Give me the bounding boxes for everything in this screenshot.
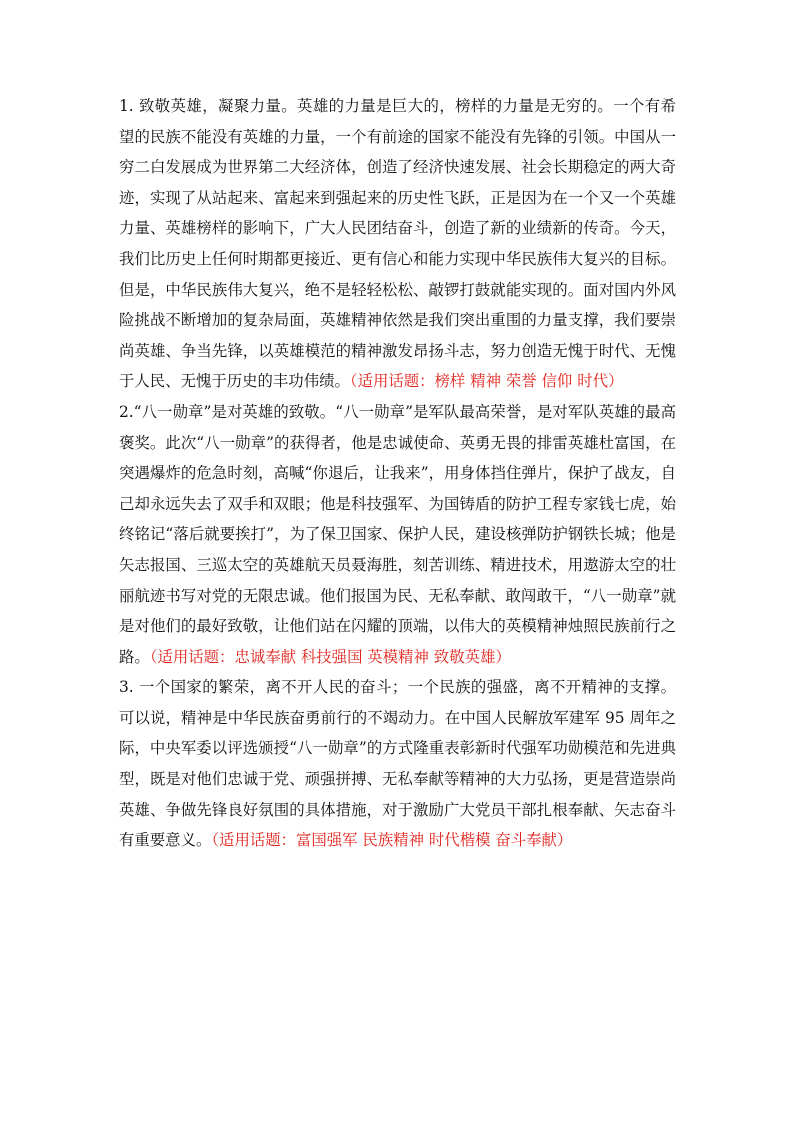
paragraph-1-topics: （适用话题：榜样 精神 荣誉 信仰 时代） (349, 372, 624, 391)
paragraph-1-body: 1. 致敬英雄，凝聚力量。英雄的力量是巨大的，榜样的力量是无穷的。一个有希望的民族不能没有英雄的力量，一个有前途的国家不能没有先锋的引领。中国从一穷二白发展成为世界第二大经济体，创造了经济快速发展、社会长期稳定的两大奇迹，实现了从站起来、富起来到强起来的历史性飞跃，正是因为在一个又一个英雄力量、英雄榜样的影响下，广大人民团结奋斗，创造了新的业绩新的传奇。今天，我们比历史上任何时期都更接近、更有信心和能力实现中华民族伟大复兴的目标。但是，中华民族伟大复兴，绝不是轻轻松松、敲锣打鼓就能实现的。面对国内外风险挑战不断增加的复杂局面，英雄精神依然是我们突出重围的力量支撑，我们要崇尚英雄、争当先锋，以英雄模范的精神激发昂扬斗志，努力创造无愧于时代、无愧于人民、无愧于历史的丰功伟绩。 (119, 97, 676, 391)
paragraph-3-body: 3. 一个国家的繁荣，离不开人民的奋斗；一个民族的强盛，离不开精神的支撑。可以说，精神是中华民族奋勇前行的不竭动力。在中国人民解放军建军 95 周年之际，中央军委以评选颁授“八一勋章”的方式隆重表彰新时代强军功勋模范和先进典型，既是对他们忠诚于党、顽强拼搏、无私奉献等精神的大力弘扬，更是营造崇尚英雄、争做先锋良好氛围的具体措施，对于激励广大党员干部扎根奉献、矢志奋斗有重要意义。 (119, 678, 676, 850)
paragraph-2-body: 2.“八一勋章”是对英雄的致敬。“八一勋章”是军队最高荣誉，是对军队英雄的最高褒奖。此次“八一勋章”的获得者，他是忠诚使命、英勇无畏的排雷英雄杜富国，在突遇爆炸的危急时刻，高喊“你退后，让我来”，用身体挡住弹片，保护了战友，自己却永远失去了双手和双眼；他是科技强军、为国铸盾的防护工程专家钱七虎，始终铭记“落后就要挨打”，为了保卫国家、保护人民，建设核弹防护钢铁长城；他是矢志报国、三巡太空的英雄航天员聂海胜，刻苦训练、精进技术，用遨游太空的壮丽航迹书写对党的无限忠诚。他们报国为民、无私奉献、敢闯敢干，“八一勋章”就是对他们的最好致敬，让他们站在闪耀的顶端，以伟大的英模精神烛照民族前行之路。 (119, 402, 676, 666)
paragraph-2 (119, 397, 676, 672)
document-page (119, 91, 676, 856)
paragraph-1 (119, 91, 676, 397)
paragraph-3 (119, 672, 676, 856)
paragraph-2-topics: （适用话题：忠诚奉献 科技强国 英模精神 致敬英雄） (149, 647, 511, 666)
paragraph-3-topics: （适用话题：富国强军 民族精神 时代楷模 奋斗奉献） (211, 831, 573, 850)
